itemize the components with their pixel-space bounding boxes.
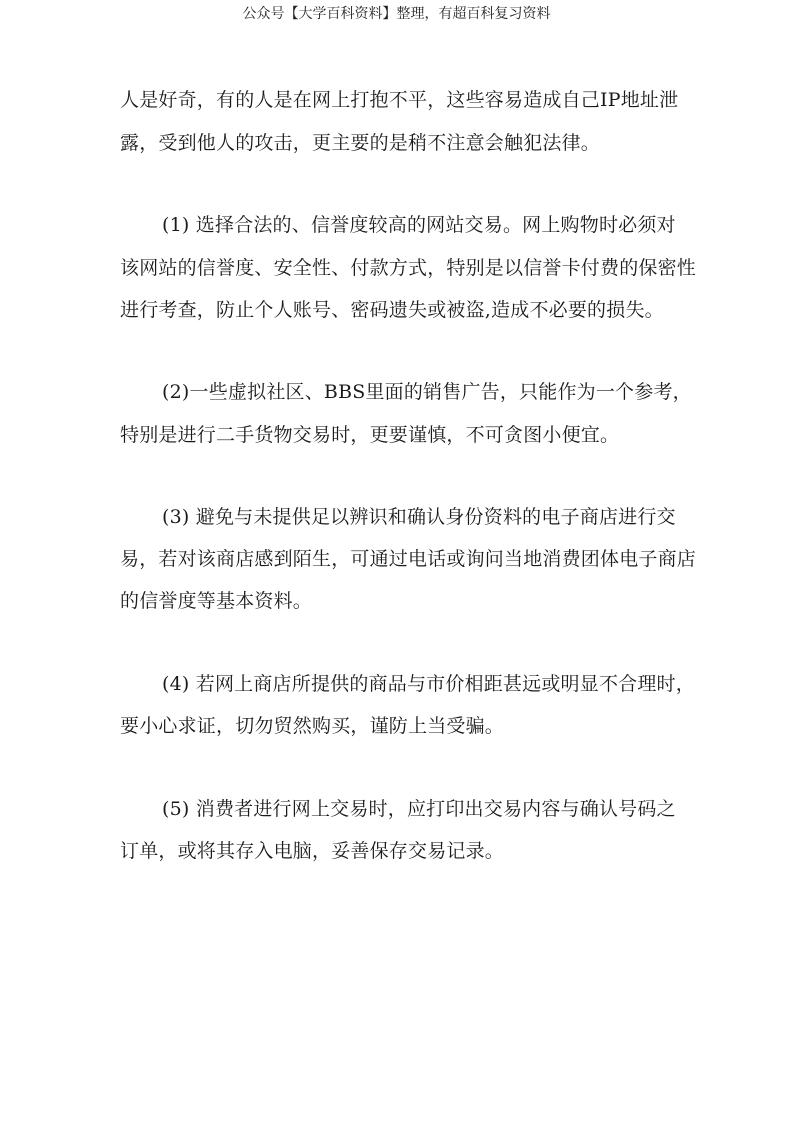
page-header: 公众号【大学百科资料】整理，有超百科复习资料 — [242, 6, 551, 22]
paragraph-line: 易，若对该商店感到陌生，可通过电话或询问当地消费团体电子商店 — [120, 548, 697, 570]
paragraph-line: (3) 避免与未提供足以辨识和确认身份资料的电子商店进行交 — [162, 506, 676, 528]
paragraph-line: (1) 选择合法的、信誉度较高的网站交易。网上购物时必须对 — [162, 214, 676, 236]
paragraph-line: (2)一些虚拟社区、BBS里面的销售广告，只能作为一个参考， — [162, 381, 692, 403]
paragraph-line: 的信誉度等基本资料。 — [120, 590, 313, 612]
paragraph-line: 特别是进行二手货物交易时，更要谨慎，不可贪图小便宜。 — [120, 424, 620, 446]
paragraph-line: 露，受到他人的攻击，更主要的是稍不注意会触犯法律。 — [120, 132, 601, 154]
paragraph-line: (5) 消费者进行网上交易时，应打印出交易内容与确认号码之 — [162, 798, 676, 820]
paragraph-line: 该网站的信誉度、安全性、付款方式，特别是以信誉卡付费的保密性 — [120, 257, 697, 279]
paragraph-line: 订单，或将其存入电脑，妥善保存交易记录。 — [120, 840, 505, 862]
paragraph-line: (4) 若网上商店所提供的商品与市价相距甚远或明显不合理时， — [162, 673, 695, 695]
paragraph-line: 进行考查，防止个人账号、密码遗失或被盗,造成不必要的损失。 — [120, 299, 664, 321]
paragraph-line: 要小心求证，切勿贸然购买，谨防上当受骗。 — [120, 715, 505, 737]
paragraph-line: 人是好奇，有的人是在网上打抱不平，这些容易造成自己IP地址泄 — [120, 89, 679, 111]
